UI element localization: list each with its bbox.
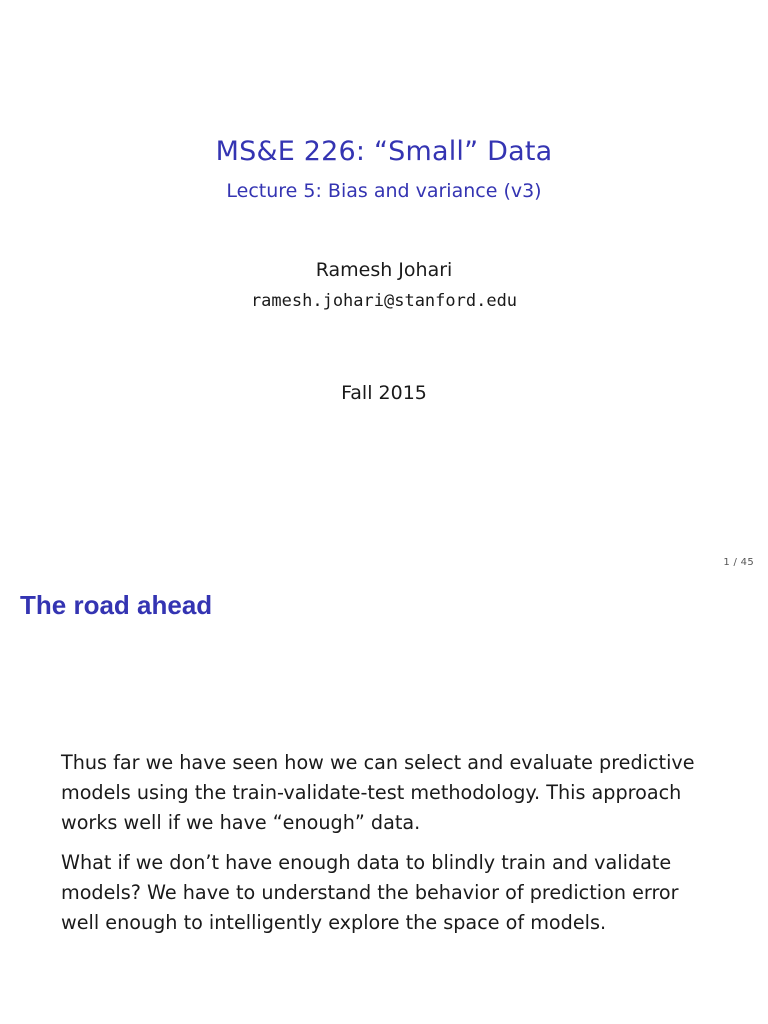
lecture-subtitle: Lecture 5: Bias and variance (v3) <box>226 180 542 202</box>
paragraph-line: models? We have to understand the behavior of prediction error <box>61 881 679 904</box>
paragraph-1 <box>61 748 711 838</box>
author-name: Ramesh Johari <box>315 259 453 281</box>
paragraph-line: works well if we have “enough” data. <box>61 811 421 834</box>
paragraph-line: well enough to intelligently explore the space of models. <box>61 911 607 934</box>
paragraph-2 <box>61 848 711 938</box>
paragraph-line: What if we don’t have enough data to blindly train and validate <box>61 851 672 874</box>
paragraph-line: Thus far we have seen how we can select and evaluate predictive <box>61 751 695 774</box>
paragraph-line: models using the train-validate-test methodology. This approach <box>61 781 682 804</box>
page-number: 1 / 45 <box>723 557 754 568</box>
content-slide <box>0 578 768 1024</box>
presentation-title: MS&E 226: “Small” Data <box>215 136 553 167</box>
presentation-date: Fall 2015 <box>341 382 427 404</box>
author-email: ramesh.johari@stanford.edu <box>250 291 518 311</box>
slide-title: The road ahead <box>20 590 213 620</box>
